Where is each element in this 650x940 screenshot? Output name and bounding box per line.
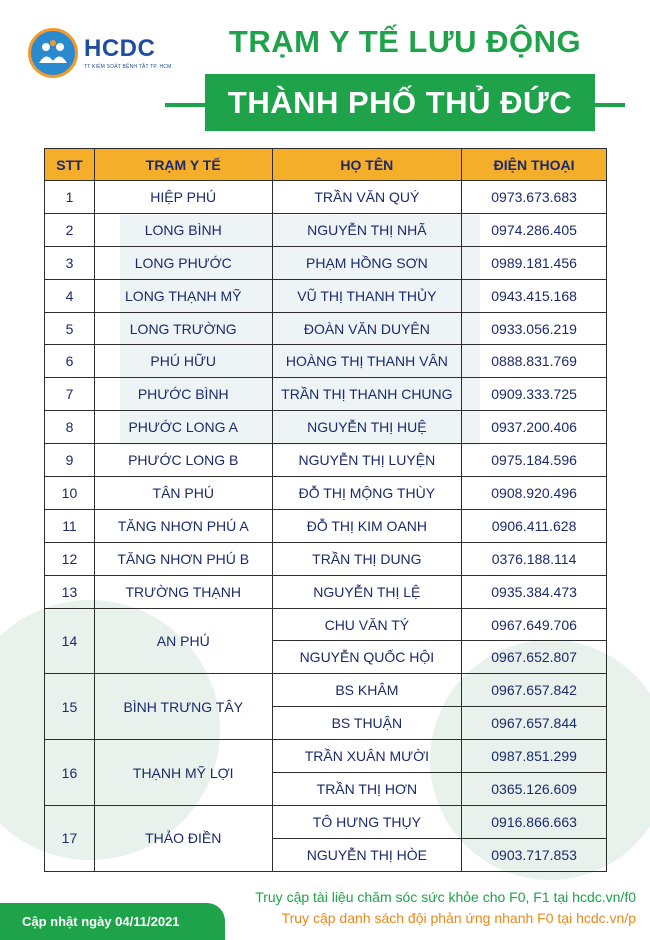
cell-phone[interactable]: 0967.649.706 — [462, 608, 607, 641]
table-row — [45, 542, 607, 575]
cell-station: TÂN PHÚ — [94, 477, 272, 510]
cell-person-name: NGUYỄN THỊ HUỆ — [272, 411, 462, 444]
cell-stt: 17 — [45, 805, 95, 871]
footer-response-team-link[interactable]: Truy cập danh sách đội phản ứng nhanh F0 tại hcdc.vn/p — [281, 910, 636, 926]
cell-station: THẠNH MỸ LỢI — [94, 740, 272, 806]
table-row — [45, 378, 607, 411]
cell-stt: 10 — [45, 477, 95, 510]
cell-station: PHƯỚC LONG A — [94, 411, 272, 444]
table-row — [45, 674, 607, 707]
cell-stt: 13 — [45, 575, 95, 608]
table-row — [45, 477, 607, 510]
cell-person-name: NGUYỄN THỊ LỆ — [272, 575, 462, 608]
cell-station: LONG TRƯỜNG — [94, 312, 272, 345]
cell-station: AN PHÚ — [94, 608, 272, 674]
cell-person-name: NGUYỄN THỊ LUYỆN — [272, 444, 462, 477]
cell-person-name: HOÀNG THỊ THANH VÂN — [272, 345, 462, 378]
cell-stt: 11 — [45, 509, 95, 542]
header-name: HỌ TÊN — [272, 149, 462, 181]
cell-phone[interactable]: 0888.831.769 — [462, 345, 607, 378]
page-title: TRẠM Y TẾ LƯU ĐỘNG — [228, 24, 582, 59]
cell-person-name: NGUYỄN THỊ NHÃ — [272, 213, 462, 246]
cell-stt: 3 — [45, 246, 95, 279]
table-row — [45, 444, 607, 477]
cell-person-name: TRẦN VĂN QUÝ — [272, 181, 462, 214]
header-station: TRẠM Y TẾ — [94, 149, 272, 181]
cell-phone[interactable]: 0987.851.299 — [462, 740, 607, 773]
header-phone: ĐIỆN THOẠI — [462, 149, 607, 181]
cell-person-name: CHU VĂN TÝ — [272, 608, 462, 641]
cell-phone[interactable]: 0973.673.683 — [462, 181, 607, 214]
cell-person-name: NGUYỄN THỊ HÒE — [272, 838, 462, 871]
table-row — [45, 740, 607, 773]
cell-person-name: ĐỖ THỊ KIM OANH — [272, 509, 462, 542]
cell-person-name: PHẠM HỒNG SƠN — [272, 246, 462, 279]
station-table — [44, 148, 607, 872]
cell-station: TĂNG NHƠN PHÚ B — [94, 542, 272, 575]
cell-stt: 14 — [45, 608, 95, 674]
cell-station: TĂNG NHƠN PHÚ A — [94, 509, 272, 542]
cell-phone[interactable]: 0967.657.842 — [462, 674, 607, 707]
table-row — [45, 213, 607, 246]
cell-stt: 15 — [45, 674, 95, 740]
table-row — [45, 575, 607, 608]
header-stt: STT — [45, 149, 95, 181]
cell-person-name: TRẦN THỊ THANH CHUNG — [272, 378, 462, 411]
cell-stt: 7 — [45, 378, 95, 411]
table-row — [45, 181, 607, 214]
update-date-badge: Cập nhật ngày 04/11/2021 — [22, 914, 180, 929]
cell-phone[interactable]: 0376.188.114 — [462, 542, 607, 575]
cell-stt: 12 — [45, 542, 95, 575]
table-row — [45, 345, 607, 378]
cell-phone[interactable]: 0937.200.406 — [462, 411, 607, 444]
cell-phone[interactable]: 0909.333.725 — [462, 378, 607, 411]
cell-phone[interactable]: 0365.126.609 — [462, 773, 607, 806]
cell-phone[interactable]: 0975.184.596 — [462, 444, 607, 477]
cell-person-name: ĐOÀN VĂN DUYÊN — [272, 312, 462, 345]
cell-person-name: VŨ THỊ THANH THỦY — [272, 279, 462, 312]
cell-station: THẢO ĐIỀN — [94, 805, 272, 871]
cell-phone[interactable]: 0935.384.473 — [462, 575, 607, 608]
cell-stt: 5 — [45, 312, 95, 345]
cell-phone[interactable]: 0916.866.663 — [462, 805, 607, 838]
table-row — [45, 411, 607, 444]
cell-station: HIỆP PHÚ — [94, 181, 272, 214]
cell-phone[interactable]: 0933.056.219 — [462, 312, 607, 345]
cell-stt: 8 — [45, 411, 95, 444]
cell-station: PHƯỚC LONG B — [94, 444, 272, 477]
table-row — [45, 246, 607, 279]
cell-station: PHÚ HỮU — [94, 345, 272, 378]
hcdc-logo-icon — [28, 28, 78, 78]
cell-phone[interactable]: 0989.181.456 — [462, 246, 607, 279]
cell-person-name: TRẦN THỊ DUNG — [272, 542, 462, 575]
cell-stt: 16 — [45, 740, 95, 806]
logo-title: HCDC — [84, 34, 156, 62]
cell-stt: 4 — [45, 279, 95, 312]
cell-station: BÌNH TRƯNG TÂY — [94, 674, 272, 740]
cell-phone[interactable]: 0943.415.168 — [462, 279, 607, 312]
table-header-row — [45, 149, 607, 181]
cell-phone[interactable]: 0974.286.405 — [462, 213, 607, 246]
table-body — [45, 181, 607, 872]
cell-stt: 6 — [45, 345, 95, 378]
logo-subtitle: TT KIỂM SOÁT BỆNH TẬT TP. HCM — [84, 63, 172, 70]
table-row — [45, 509, 607, 542]
table-row — [45, 312, 607, 345]
cell-phone[interactable]: 0906.411.628 — [462, 509, 607, 542]
cell-station: TRƯỜNG THẠNH — [94, 575, 272, 608]
cell-person-name: TÔ HƯNG THỤY — [272, 805, 462, 838]
cell-phone[interactable]: 0908.920.496 — [462, 477, 607, 510]
city-banner: THÀNH PHỐ THỦ ĐỨC — [205, 74, 595, 131]
cell-phone[interactable]: 0903.717.853 — [462, 838, 607, 871]
cell-person-name: ĐỖ THỊ MỘNG THÙY — [272, 477, 462, 510]
cell-stt: 9 — [45, 444, 95, 477]
table-row — [45, 608, 607, 641]
cell-stt: 2 — [45, 213, 95, 246]
cell-station: LONG THẠNH MỸ — [94, 279, 272, 312]
cell-station: PHƯỚC BÌNH — [94, 378, 272, 411]
cell-person-name: TRẦN THỊ HƠN — [272, 773, 462, 806]
table-row — [45, 805, 607, 838]
cell-phone[interactable]: 0967.657.844 — [462, 707, 607, 740]
cell-person-name: BS THUẬN — [272, 707, 462, 740]
table-row — [45, 279, 607, 312]
footer-f0-docs-link[interactable]: Truy cập tài liệu chăm sóc sức khỏe cho F0, F1 tại hcdc.vn/f0 — [255, 889, 636, 905]
cell-station: LONG PHƯỚC — [94, 246, 272, 279]
cell-station: LONG BÌNH — [94, 213, 272, 246]
cell-phone[interactable]: 0967.652.807 — [462, 641, 607, 674]
cell-stt: 1 — [45, 181, 95, 214]
cell-person-name: NGUYỄN QUỐC HỘI — [272, 641, 462, 674]
cell-person-name: TRẦN XUÂN MƯỜI — [272, 740, 462, 773]
cell-person-name: BS KHÂM — [272, 674, 462, 707]
hcdc-logo — [28, 28, 172, 78]
